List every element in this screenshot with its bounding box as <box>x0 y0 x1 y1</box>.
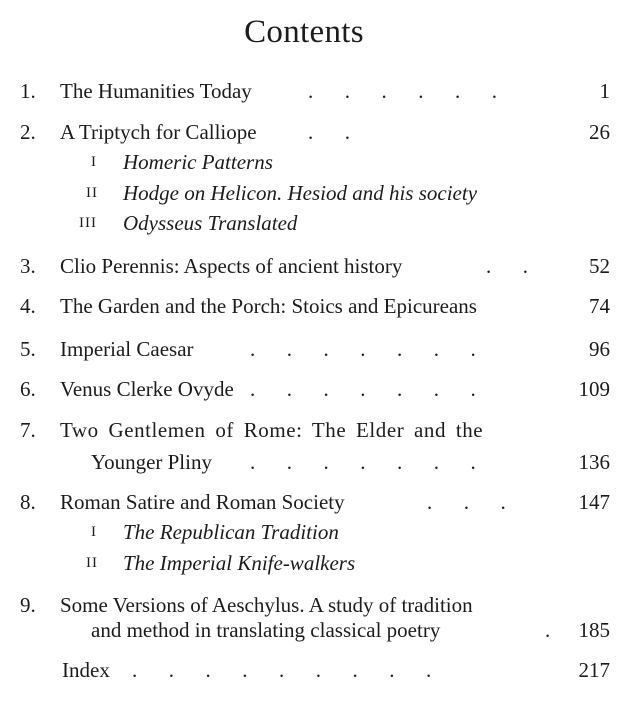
subentry-title: The Republican Tradition <box>123 520 339 544</box>
leader-dots: . . . . . . . <box>250 337 476 361</box>
entry-page: 109 <box>578 377 610 401</box>
entry-number: 2. <box>20 120 36 144</box>
entry-title: Clio Perennis: Aspects of ancient history <box>60 254 403 278</box>
entry-page: 52 <box>589 254 610 278</box>
entry-number: 6. <box>20 377 36 401</box>
entry-title: A Triptych for Calliope <box>60 120 257 144</box>
entry-number: 3. <box>20 254 36 278</box>
subentry-title: The Imperial Knife-walkers <box>123 551 356 575</box>
entry-number: 7. <box>20 418 36 442</box>
subentry-title: Hodge on Helicon. Hesiod and his society <box>123 181 478 205</box>
subentry-numeral: I <box>91 154 97 170</box>
entry-number: 4. <box>20 294 36 318</box>
entry-page: 136 <box>578 450 610 474</box>
subentry-numeral: III <box>79 215 97 231</box>
entry-title-line2: Younger Pliny <box>91 450 212 474</box>
entry-number: 5. <box>20 337 36 361</box>
entry-title: Venus Clerke Ovyde <box>60 377 234 401</box>
entry-number: 8. <box>20 490 36 514</box>
entry-title: The Humanities Today <box>60 79 252 103</box>
entry-title: Imperial Caesar <box>60 337 194 361</box>
entry-page: 74 <box>589 294 610 318</box>
entry-page: 1 <box>599 79 610 103</box>
entry-page: 217 <box>578 658 610 682</box>
entry-page: 96 <box>589 337 610 361</box>
entry-page: 26 <box>589 120 610 144</box>
leader-dots: . . . . . . . <box>250 450 476 474</box>
entry-number: 1. <box>20 79 36 103</box>
subentry-title: Odysseus Translated <box>123 211 298 235</box>
entry-title-line1: Some Versions of Aeschylus. A study of tradition <box>60 593 473 617</box>
entry-page: 147 <box>578 490 610 514</box>
leader-dots: . <box>545 618 551 642</box>
leader-dots: . . . <box>427 490 506 514</box>
entry-title: The Garden and the Porch: Stoics and Epicureans <box>60 294 477 318</box>
subentry-numeral: I <box>91 524 97 540</box>
leader-dots: . . . . . . . <box>250 377 476 401</box>
page-title: Contents <box>244 14 364 50</box>
entry-title: Index <box>62 658 110 682</box>
leader-dots: . . <box>308 120 350 144</box>
subentry-numeral: II <box>86 555 98 571</box>
entry-number: 9. <box>20 593 36 617</box>
entry-title-line1: Two Gentlemen of Rome: The Elder and the <box>60 418 484 442</box>
entry-title-line2: and method in translating classical poetry <box>91 618 441 642</box>
leader-dots: . . <box>486 254 528 278</box>
subentry-title: Homeric Patterns <box>123 150 273 174</box>
leader-dots: . . . . . . . . . <box>132 658 432 682</box>
leader-dots: . . . . . . <box>308 79 497 103</box>
entry-page: 185 <box>578 618 610 642</box>
subentry-numeral: II <box>86 185 98 201</box>
entry-title: Roman Satire and Roman Society <box>60 490 345 514</box>
